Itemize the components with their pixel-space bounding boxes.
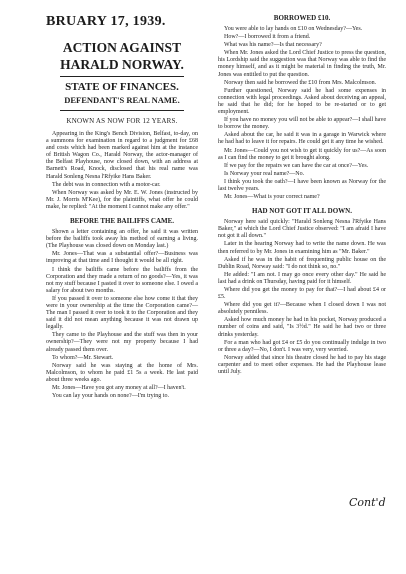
paragraph: How?—I borrowed it from a friend. — [224, 34, 311, 41]
paragraph: If you passed it over to someone else how come it that they were in your ownership at the time the Corporation came?—The man I passed it over to took it to the Corporation and they said it did not mean anything because it was not drawn up legally. — [46, 295, 198, 331]
paragraph: Mr. Jones—Could you not wish to get it quickly for us?—As soon as I can find the money to get it brought along. — [218, 147, 386, 161]
headline-divider — [60, 76, 184, 77]
newspaper-clipping — [40, 14, 390, 514]
paragraph: When Norway was asked by Mr. E. W. Jones (instructed by Mr. J. Morris M'Kee), for the plaintiffs, what offer he could make, he replied: "At the moment I cannot make any offer." — [46, 189, 198, 210]
left-subheading: BEFORE THE BAILIFFS CAME. — [69, 217, 175, 226]
paragraph: Where did you get the money to pay for that?—I had about £4 or £5. — [218, 287, 386, 301]
paragraph: Shown a letter containing an offer, he said it was written before the bailiffs took away his method of earning a living. (The Playhouse was closed down on Monday last.) — [46, 229, 198, 250]
paragraph: Norway then said he borrowed the £10 from Mrs. Malcolmson. — [224, 79, 377, 86]
left-column — [46, 14, 198, 401]
subhead-2: DEFENDANT'S REAL NAME. — [64, 95, 180, 105]
paragraph: Asked about the car, he said it was in a garage in Warwick where he had had to leave it for repairs. He could get it any time he wished. — [218, 132, 386, 146]
paragraph: Further questioned, Norway said he had some expenses in connection with legal proceedings. Asked about deceiving an appeal, he said that he did; for he hoped to be re-started or to get employment. — [218, 87, 386, 116]
paragraph: Asked if he was in the habit of frequenting public house on the Dublin Road, Norway said: "I do not think so, no." — [218, 256, 386, 270]
paragraph: The debt was in connection with a motor-car. — [52, 181, 161, 188]
paragraph: What was his name?—Is that necessary? — [224, 42, 322, 49]
paragraph: Norway added that since his theatre closed he had to pay his stage carpenter and to meet other expenses. He had the Playhouse lease until July. — [218, 354, 386, 376]
right-column — [218, 14, 386, 377]
paragraph: They came to the Playhouse and the stuff was then in your ownership?—They were not my property because I had already passed them over. — [46, 332, 198, 353]
paragraph: Is Norway your real name?—No. — [224, 170, 305, 177]
paragraph: Where did you get it?—Because when I closed down I was not absolutely penniless. — [218, 302, 386, 316]
paragraph: Mr. Jones—What is your correct name? — [224, 194, 320, 201]
paragraph: If we pay for the repairs we can have the car at once?—Yes. — [224, 162, 369, 169]
right-subheading-1: BORROWED £10. — [273, 14, 331, 22]
paragraph: I think the bailiffs came before the bailiffs from the Corporation and they made a return of no goods?—Yes, it was not my stuff because I pasted it over to someone else. I owed a salary for about two months. — [46, 266, 198, 294]
paragraph: Mr. Jones—Have you got any money at all?—I haven't. — [52, 385, 186, 391]
paragraph: When Mr. Jones asked the Lord Chief Justice to press the question, his Lordship said the suggestion was that Norway was able to find the money himself, and as it might be material in finding the truth, Mr. Jones was entitled to put the question. — [218, 50, 386, 78]
headline-line-1: ACTION AGAINST — [62, 40, 182, 55]
subhead: STATE OF FINANCES. — [65, 81, 179, 93]
continued-note: Cont'd — [349, 496, 386, 509]
subhead-divider — [60, 110, 184, 111]
paragraph: Norway here said quickly: "Harald Sonleng Nesna l'Rfyike Hans Baker," at which the Lord Chief Justice observed: "I am afraid I have not got it all down." — [218, 219, 386, 240]
dateline: BRUARY 17, 1939. — [46, 14, 166, 29]
paragraph: I think you took the oath?—I have been known as Norway for the last twelve years. — [218, 178, 386, 192]
right-subheading-2: HAD NOT GOT IT ALL DOWN. — [252, 207, 352, 216]
paragraph: Later in the hearing Norway had to write the name down. He was then referred to by Mr. Jones in examining him as "Mr. Baker." — [218, 241, 386, 255]
paragraph: Appearing in the King's Bench Division, Belfast, to-day, on a summons for examination in regard to a judgment for £68 and costs which had been marked against him at the instance of British Wagon Co., Harald Norway, the actor-manager of the Belfast Playhouse, now closed down, with an address at Barnett's Road, Knock, disclosed that his real name was Harald Sonleng Nesna l'Rfyike Hans Baker. — [46, 131, 198, 180]
paragraph: You were able to lay hands on £10 on Wednesday?—Yes. — [224, 26, 363, 32]
paragraph: Mr. Jones—That was a substantial offer?—Business was improving at that time and I thought it would be all right. — [46, 251, 198, 265]
paragraph: Norway said he was staying at the home of Mrs. Malcolmson, to whom he paid £1 5s a week. He last paid about three weeks ago. — [46, 362, 198, 383]
paragraph: He added: "I am not. I may go once every other day." He said he last had a drink on Thursday, having paid for it himself. — [218, 271, 386, 285]
paragraph: You can lay your hands on none?—I'm trying to. — [52, 393, 169, 400]
headline-line-2: HARALD NORWAY. — [60, 57, 184, 72]
paragraph: To whom?—Mr. Stewart. — [52, 354, 114, 361]
paragraph: Asked how much money he had in his pocket, Norway produced a number of coins and said, "Is 3½d." He said he had two or three drinks yesterday. — [218, 317, 386, 338]
kicker: KNOWN AS NOW FOR 12 YEARS. — [66, 117, 178, 125]
paragraph: For a man who had got £4 or £5 do you continually indulge in two or three a day?—No, I don't. I was very, very worried. — [218, 339, 386, 353]
paragraph: If you have no money you will not be able to appear?—I shall have to borrow the money. — [218, 117, 386, 131]
